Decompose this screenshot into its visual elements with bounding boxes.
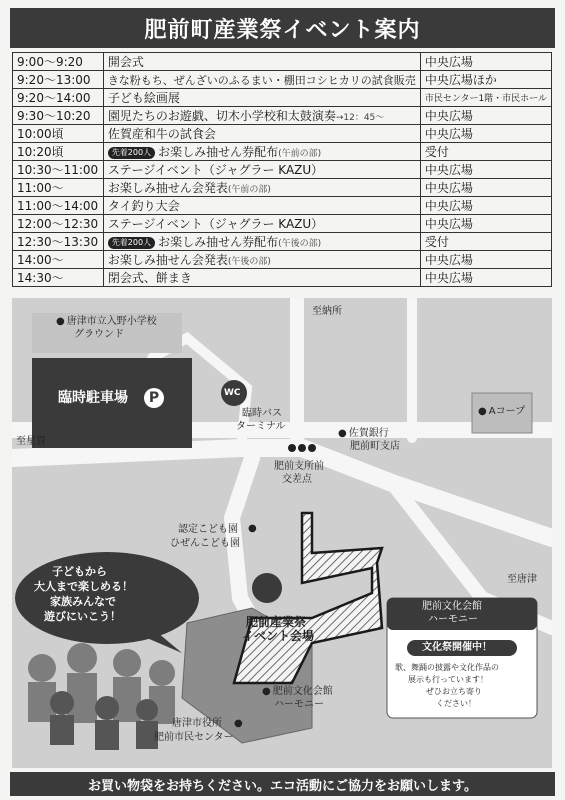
event-text: お楽しみ抽せん券配布 [158, 235, 279, 249]
school-ground-label: グラウンド [74, 329, 124, 340]
culture-badge: 文化祭開催中！ [422, 642, 492, 653]
schedule-time: 11:00〜14:00 [13, 197, 104, 215]
event-note: (午後の部) [278, 239, 322, 249]
event-text: お楽しみ抽せん券配布 [158, 145, 279, 159]
roundabout [252, 573, 282, 603]
schedule-place: 受付 [420, 233, 551, 251]
schedule-row [13, 107, 552, 125]
schedule-place: 中央広場 [420, 215, 551, 233]
schedule-time: 9:20〜13:00 [13, 71, 104, 89]
event-text: お楽しみ抽せん会発表 [107, 253, 228, 267]
schedule-event [103, 197, 420, 215]
schedule-row [13, 89, 552, 107]
schedule-event [103, 143, 420, 161]
schedule-time: 14:30〜 [13, 269, 104, 287]
wc-icon: WC [224, 388, 241, 398]
schedule-place: 中央広場 [420, 269, 551, 287]
schedule-event [103, 125, 420, 143]
schedule-place: 中央広場ほか [420, 71, 551, 89]
bus-terminal-label-2: ターミナル [236, 421, 286, 432]
culture-desc-1: 歌、舞踊の披露や文化作品の [395, 663, 499, 672]
schedule-row [13, 143, 552, 161]
hall-label-2: ハーモニー [274, 699, 324, 710]
schedule-place: 中央広場 [420, 107, 551, 125]
event-note: (午後の部) [227, 257, 271, 267]
event-text: ステージイベント（ジャグラー KAZU） [107, 163, 324, 177]
schedule-place: 市民センター1階・市民ホール [420, 89, 551, 107]
event-text: 佐賀産和牛の試食会 [107, 127, 216, 141]
callout-line-4: 遊びにいこう！ [44, 610, 121, 623]
schedule-time: 14:00〜 [13, 251, 104, 269]
event-note: (午前の部) [227, 185, 271, 195]
schedule-event [103, 107, 420, 125]
event-note: (午前の部) [278, 149, 322, 159]
schedule-place: 受付 [420, 143, 551, 161]
schedule-row [13, 197, 552, 215]
schedule-event [103, 71, 420, 89]
to-hoshika-label: 至星賀 [16, 436, 46, 447]
culture-title-1: 肥前文化会館 [422, 601, 482, 612]
venue-label-2: イベント会場 [242, 629, 315, 643]
schedule-place: 中央広場 [420, 197, 551, 215]
intersection-label-1: 肥前支所前 [274, 461, 324, 472]
schedule-place: 中央広場 [420, 179, 551, 197]
event-text: タイ釣り大会 [107, 199, 180, 213]
kodomoen-label-1: 認定こども園 [178, 524, 238, 535]
schedule-time: 10:20頃 [13, 143, 104, 161]
schedule-place: 中央広場 [420, 53, 551, 71]
city-office-dot: ● [234, 718, 243, 729]
callout-line-2: 大人まで楽しめる！ [34, 580, 133, 593]
signal-dot [308, 444, 316, 452]
schedule-time: 9:20〜14:00 [13, 89, 104, 107]
schedule-row [13, 71, 552, 89]
footer-note: お買い物袋をお持ちください。エコ活動にご協力をお願いします。 [10, 772, 555, 796]
bank-label-2: 肥前町支店 [350, 441, 400, 452]
callout-line-3: 家族みんなで [50, 595, 116, 608]
schedule-table [12, 52, 552, 287]
parking-label: 臨時駐車場 [58, 390, 128, 406]
schedule-place: 中央広場 [420, 161, 551, 179]
first-come-badge: 先着200人 [108, 147, 155, 159]
schedule-event [103, 53, 420, 71]
schedule-place: 中央広場 [420, 125, 551, 143]
bus-terminal-label-1: 臨時バス [242, 408, 282, 419]
signal-dot [288, 444, 296, 452]
signal-dot [298, 444, 306, 452]
event-text: 子ども絵画展 [107, 91, 180, 105]
culture-desc-2: 展示も行っています！ [408, 675, 488, 684]
schedule-time: 9:00〜9:20 [13, 53, 104, 71]
to-nose-label: 至納所 [312, 306, 342, 317]
schedule-event [103, 161, 420, 179]
culture-desc-4: ください！ [436, 699, 476, 708]
kodomoen-dot: ● [248, 523, 257, 534]
page-title: 肥前町産業祭イベント案内 [10, 8, 555, 48]
first-come-badge: 先着200人 [108, 237, 155, 249]
kodomoen-label-2: ひぜんこども園 [170, 538, 240, 549]
event-note: →12：45〜 [335, 113, 385, 123]
city-office-label-1: 唐津市役所 [172, 718, 222, 729]
acoop-label: ● Aコープ [478, 406, 525, 418]
event-text: 閉会式、餅まき [107, 271, 192, 285]
city-office-label-2: 肥前市民センター [154, 732, 234, 743]
schedule-row [13, 179, 552, 197]
schedule-row [13, 233, 552, 251]
event-text: お楽しみ抽せん会発表 [107, 181, 228, 195]
school-label: ● 唐津市立入野小学校 [56, 316, 157, 328]
venue-label-1: 肥前産業祭 [246, 615, 307, 629]
schedule-row [13, 269, 552, 287]
culture-desc-3: ぜひお立ち寄り [426, 687, 482, 696]
schedule-time: 10:00頃 [13, 125, 104, 143]
bank-label-1: ● 佐賀銀行 [338, 428, 389, 440]
schedule-time: 10:30〜11:00 [13, 161, 104, 179]
schedule-time: 9:30〜10:20 [13, 107, 104, 125]
schedule-time: 11:00〜 [13, 179, 104, 197]
schedule-event [103, 269, 420, 287]
event-text: 開会式 [107, 55, 144, 69]
hall-label-1: ● 肥前文化会館 [262, 686, 333, 698]
venue-map [12, 298, 552, 768]
schedule-row [13, 215, 552, 233]
event-text: ステージイベント（ジャグラー KAZU） [107, 217, 324, 231]
schedule-event [103, 89, 420, 107]
schedule-event [103, 251, 420, 269]
schedule-row [13, 125, 552, 143]
parking-icon: P [144, 388, 164, 408]
culture-title-2: ハーモニー [428, 614, 478, 625]
intersection-label-2: 交差点 [282, 474, 312, 485]
family-illustration [28, 643, 175, 750]
schedule-time: 12:30〜13:30 [13, 233, 104, 251]
schedule-event [103, 179, 420, 197]
schedule-row [13, 161, 552, 179]
callout-line-1: 子どもから [52, 565, 107, 578]
schedule-event [103, 215, 420, 233]
schedule-place: 中央広場 [420, 251, 551, 269]
schedule-event [103, 233, 420, 251]
schedule-time: 12:00〜12:30 [13, 215, 104, 233]
schedule-row [13, 53, 552, 71]
schedule-row [13, 251, 552, 269]
to-karatsu-label: 至唐津 [507, 574, 537, 585]
event-text: きな粉もち、ぜんざいのふるまい・棚田コシヒカリの試食販売 [107, 73, 416, 87]
event-text: 園児たちのお遊戯、切木小学校和太鼓演奏 [107, 109, 336, 123]
